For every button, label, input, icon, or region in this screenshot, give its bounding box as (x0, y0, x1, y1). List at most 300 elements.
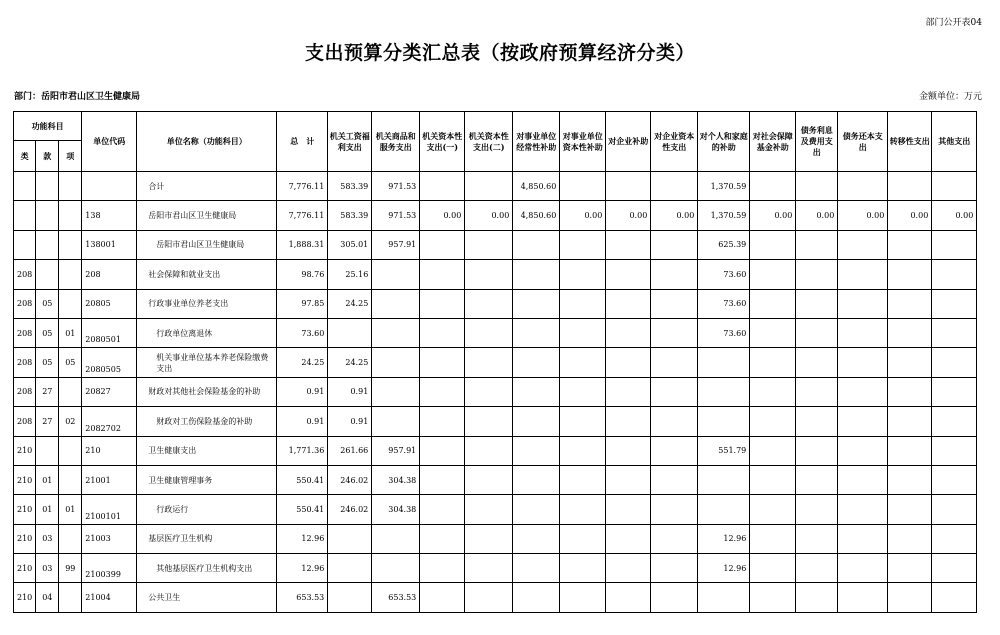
cell-unit-name: 其他基层医疗卫生机构支出 (137, 554, 277, 583)
cell-amount: 0.00 (796, 201, 838, 230)
cell-kuan (36, 436, 59, 465)
cell-kuan: 01 (36, 495, 59, 524)
cell-unit-name: 卫生健康管理事务 (137, 465, 277, 494)
cell-amount (796, 172, 838, 201)
cell-amount (606, 554, 651, 583)
cell-amount: 246.02 (328, 495, 372, 524)
header-salary-welfare: 机关工资福利支出 (328, 112, 372, 172)
cell-amount (888, 554, 932, 583)
cell-amount (651, 554, 698, 583)
expenditure-table (13, 111, 977, 613)
cell-amount (420, 524, 465, 553)
cell-unit-code: 210 (82, 436, 137, 465)
table-row (14, 348, 977, 377)
cell-amount (560, 436, 606, 465)
cell-amount: 12.96 (698, 524, 750, 553)
cell-amount (888, 348, 932, 377)
cell-amount (420, 407, 465, 436)
cell-unit-code: 138 (82, 201, 137, 230)
header-social-security-fund: 对社会保障基金补助 (750, 112, 796, 172)
cell-amount: 1,370.59 (698, 172, 750, 201)
cell-amount: 97.85 (277, 289, 328, 318)
cell-amount (513, 230, 560, 259)
cell-amount: 73.60 (698, 318, 750, 347)
cell-amount (888, 260, 932, 289)
cell-amount (838, 377, 888, 406)
cell-xiang (59, 377, 82, 406)
cell-amount (750, 348, 796, 377)
cell-kuan: 05 (36, 289, 59, 318)
cell-lei: 210 (14, 495, 36, 524)
cell-amount (606, 348, 651, 377)
cell-amount (750, 583, 796, 612)
cell-amount (606, 289, 651, 318)
header-debt-principal: 债务还本支出 (838, 112, 888, 172)
cell-unit-name: 合计 (137, 172, 277, 201)
cell-amount: 0.00 (932, 201, 977, 230)
cell-amount (932, 348, 977, 377)
cell-amount (420, 436, 465, 465)
cell-unit-code (82, 172, 137, 201)
cell-amount (932, 172, 977, 201)
cell-amount (606, 318, 651, 347)
cell-amount (888, 495, 932, 524)
cell-amount: 0.00 (750, 201, 796, 230)
cell-amount (513, 260, 560, 289)
cell-amount: 0.00 (651, 201, 698, 230)
cell-amount (606, 172, 651, 201)
cell-amount (750, 230, 796, 259)
cell-lei: 208 (14, 377, 36, 406)
cell-lei: 208 (14, 407, 36, 436)
cell-xiang (59, 260, 82, 289)
cell-amount: 98.76 (277, 260, 328, 289)
cell-amount (465, 465, 513, 494)
cell-amount (932, 377, 977, 406)
cell-unit-name: 财政对工伤保险基金的补助 (137, 407, 277, 436)
cell-amount (651, 377, 698, 406)
cell-amount (838, 554, 888, 583)
cell-amount (932, 465, 977, 494)
cell-amount (465, 436, 513, 465)
cell-amount (513, 436, 560, 465)
cell-amount (328, 583, 372, 612)
cell-amount (698, 495, 750, 524)
cell-amount (796, 495, 838, 524)
cell-xiang (59, 289, 82, 318)
cell-amount (513, 465, 560, 494)
cell-amount (888, 289, 932, 318)
table-row (14, 583, 977, 612)
cell-amount: 305.01 (328, 230, 372, 259)
cell-amount (796, 377, 838, 406)
header-other: 其他支出 (932, 112, 977, 172)
cell-amount (750, 524, 796, 553)
cell-amount (513, 407, 560, 436)
cell-amount: 0.91 (277, 407, 328, 436)
cell-amount (698, 377, 750, 406)
cell-amount: 12.96 (277, 524, 328, 553)
cell-lei (14, 230, 36, 259)
cell-amount (513, 583, 560, 612)
cell-amount (328, 554, 372, 583)
header-unit-code: 单位代码 (82, 112, 137, 172)
cell-amount (888, 318, 932, 347)
cell-amount: 73.60 (698, 260, 750, 289)
cell-lei (14, 172, 36, 201)
cell-amount (465, 583, 513, 612)
cell-amount: 0.00 (606, 201, 651, 230)
cell-amount (750, 465, 796, 494)
cell-amount (796, 230, 838, 259)
header-individual-household-subsidy: 对个人和家庭的补助 (698, 112, 750, 172)
cell-amount (372, 260, 420, 289)
cell-unit-name: 公共卫生 (137, 583, 277, 612)
table-row (14, 407, 977, 436)
cell-amount (420, 230, 465, 259)
cell-unit-name: 机关事业单位基本养老保险缴费支出 (137, 348, 277, 377)
cell-lei (14, 201, 36, 230)
cell-amount (796, 348, 838, 377)
cell-amount (796, 524, 838, 553)
header-kuan: 款 (36, 141, 59, 172)
cell-amount (560, 524, 606, 553)
cell-amount (328, 524, 372, 553)
cell-amount (888, 524, 932, 553)
page-title: 支出预算分类汇总表（按政府预算经济分类） (304, 42, 695, 64)
cell-amount (420, 554, 465, 583)
cell-amount (513, 348, 560, 377)
cell-xiang (59, 436, 82, 465)
cell-amount (372, 407, 420, 436)
cell-amount (838, 260, 888, 289)
cell-amount: 4,850.60 (513, 172, 560, 201)
cell-amount (606, 583, 651, 612)
cell-amount: 12.96 (698, 554, 750, 583)
cell-amount (372, 554, 420, 583)
cell-amount: 625.39 (698, 230, 750, 259)
header-xiang: 项 (59, 141, 82, 172)
cell-amount: 0.91 (328, 407, 372, 436)
cell-amount (796, 554, 838, 583)
cell-amount (750, 318, 796, 347)
cell-kuan: 27 (36, 377, 59, 406)
table-row (14, 172, 977, 201)
cell-amount: 583.39 (328, 201, 372, 230)
cell-unit-code: 20827 (82, 377, 137, 406)
cell-amount (560, 554, 606, 583)
cell-unit-code: 21001 (82, 465, 137, 494)
cell-amount (932, 230, 977, 259)
cell-amount (372, 377, 420, 406)
cell-amount (750, 289, 796, 318)
cell-amount (465, 495, 513, 524)
cell-amount (838, 407, 888, 436)
cell-amount: 550.41 (277, 465, 328, 494)
cell-amount: 0.00 (888, 201, 932, 230)
cell-amount (698, 583, 750, 612)
cell-unit-name: 社会保障和就业支出 (137, 260, 277, 289)
cell-amount (420, 377, 465, 406)
cell-xiang: 01 (59, 495, 82, 524)
cell-xiang: 02 (59, 407, 82, 436)
cell-amount (372, 318, 420, 347)
cell-amount (606, 436, 651, 465)
cell-unit-code: 21003 (82, 524, 137, 553)
header-unit-name: 单位名称（功能科目） (137, 112, 277, 172)
cell-amount (465, 230, 513, 259)
header-enterprise-subsidy: 对企业补助 (606, 112, 651, 172)
cell-amount (560, 407, 606, 436)
cell-amount: 957.91 (372, 230, 420, 259)
table-row (14, 318, 977, 347)
cell-amount (932, 583, 977, 612)
cell-amount (888, 230, 932, 259)
cell-xiang (59, 201, 82, 230)
table-number-tag: 部门公开表04 (925, 18, 982, 28)
cell-amount (698, 465, 750, 494)
department-label: 部门：岳阳市君山区卫生健康局 (14, 92, 141, 102)
cell-kuan (36, 172, 59, 201)
table-row (14, 495, 977, 524)
cell-amount (465, 554, 513, 583)
cell-amount (651, 230, 698, 259)
cell-amount: 971.53 (372, 201, 420, 230)
cell-lei: 208 (14, 289, 36, 318)
cell-amount (932, 318, 977, 347)
cell-amount (750, 554, 796, 583)
cell-amount (606, 377, 651, 406)
cell-amount: 0.91 (328, 377, 372, 406)
header-lei: 类 (14, 141, 36, 172)
cell-amount (888, 377, 932, 406)
cell-amount (796, 289, 838, 318)
cell-amount (651, 524, 698, 553)
cell-amount (420, 348, 465, 377)
cell-unit-name: 财政对其他社会保险基金的补助 (137, 377, 277, 406)
cell-kuan: 27 (36, 407, 59, 436)
cell-amount: 304.38 (372, 495, 420, 524)
table-row (14, 524, 977, 553)
cell-amount (560, 172, 606, 201)
cell-amount (560, 377, 606, 406)
cell-amount (888, 436, 932, 465)
cell-amount (651, 348, 698, 377)
table-row (14, 436, 977, 465)
cell-amount (372, 524, 420, 553)
cell-amount (932, 554, 977, 583)
header-enterprise-capital: 对企业资本性支出 (651, 112, 698, 172)
cell-kuan: 04 (36, 583, 59, 612)
cell-amount (932, 524, 977, 553)
cell-amount: 24.25 (328, 348, 372, 377)
cell-xiang: 99 (59, 554, 82, 583)
cell-amount (606, 407, 651, 436)
cell-amount: 971.53 (372, 172, 420, 201)
cell-amount (513, 377, 560, 406)
cell-unit-code: 2082702 (82, 407, 137, 436)
table-row (14, 230, 977, 259)
cell-amount (560, 465, 606, 494)
cell-amount (698, 348, 750, 377)
cell-amount (606, 230, 651, 259)
cell-lei: 208 (14, 348, 36, 377)
cell-xiang: 05 (59, 348, 82, 377)
cell-amount: 0.00 (420, 201, 465, 230)
cell-unit-code: 2080501 (82, 318, 137, 347)
cell-amount: 24.25 (328, 289, 372, 318)
cell-amount (796, 436, 838, 465)
cell-amount (888, 465, 932, 494)
cell-amount (750, 260, 796, 289)
cell-amount (328, 318, 372, 347)
cell-amount (932, 407, 977, 436)
cell-amount (651, 318, 698, 347)
cell-amount (932, 436, 977, 465)
cell-amount (651, 407, 698, 436)
cell-kuan (36, 201, 59, 230)
header-institution-regular-subsidy: 对事业单位经常性补助 (513, 112, 560, 172)
cell-amount (838, 230, 888, 259)
cell-amount: 1,888.31 (277, 230, 328, 259)
cell-amount (750, 436, 796, 465)
cell-unit-name: 行政单位离退休 (137, 318, 277, 347)
cell-amount (420, 583, 465, 612)
cell-amount: 0.00 (560, 201, 606, 230)
cell-amount (513, 554, 560, 583)
cell-amount: 73.60 (277, 318, 328, 347)
cell-amount (838, 583, 888, 612)
cell-amount (796, 407, 838, 436)
cell-lei: 210 (14, 465, 36, 494)
cell-amount (888, 172, 932, 201)
cell-amount (651, 465, 698, 494)
header-capital-2: 机关资本性支出(二) (465, 112, 513, 172)
cell-amount: 246.02 (328, 465, 372, 494)
cell-lei: 208 (14, 260, 36, 289)
cell-amount (838, 465, 888, 494)
cell-amount: 551.79 (698, 436, 750, 465)
cell-amount (796, 465, 838, 494)
cell-amount (420, 172, 465, 201)
cell-unit-code: 21004 (82, 583, 137, 612)
currency-unit-label: 金额单位：万元 (918, 92, 982, 102)
cell-amount (651, 436, 698, 465)
header-function-group: 功能科目 (14, 112, 82, 141)
cell-kuan (36, 260, 59, 289)
cell-amount (560, 260, 606, 289)
cell-amount: 12.96 (277, 554, 328, 583)
cell-amount: 7,776.11 (277, 172, 328, 201)
cell-amount (606, 524, 651, 553)
cell-amount (932, 495, 977, 524)
cell-amount (560, 289, 606, 318)
cell-amount (838, 289, 888, 318)
cell-unit-name: 行政事业单位养老支出 (137, 289, 277, 318)
cell-amount (932, 289, 977, 318)
cell-amount: 261.66 (328, 436, 372, 465)
cell-amount (838, 172, 888, 201)
cell-amount (838, 318, 888, 347)
cell-kuan: 03 (36, 554, 59, 583)
cell-amount (838, 495, 888, 524)
cell-amount (465, 289, 513, 318)
cell-amount: 0.00 (465, 201, 513, 230)
cell-xiang: 01 (59, 318, 82, 347)
cell-amount: 1,370.59 (698, 201, 750, 230)
cell-amount (465, 524, 513, 553)
header-total: 总 计 (277, 112, 328, 172)
cell-amount (420, 318, 465, 347)
cell-amount (465, 172, 513, 201)
cell-amount: 583.39 (328, 172, 372, 201)
cell-amount: 550.41 (277, 495, 328, 524)
cell-amount (465, 407, 513, 436)
cell-amount (560, 348, 606, 377)
cell-amount (698, 407, 750, 436)
cell-amount (606, 260, 651, 289)
header-capital-1: 机关资本性支出(一) (420, 112, 465, 172)
cell-amount (796, 318, 838, 347)
cell-amount (606, 495, 651, 524)
cell-lei: 210 (14, 436, 36, 465)
cell-amount (465, 377, 513, 406)
cell-amount (888, 583, 932, 612)
cell-amount (420, 495, 465, 524)
cell-amount (888, 407, 932, 436)
cell-amount (750, 407, 796, 436)
cell-unit-name: 岳阳市君山区卫生健康局 (137, 230, 277, 259)
table-row (14, 289, 977, 318)
header-institution-capital-subsidy: 对事业单位资本性补助 (560, 112, 606, 172)
table-row (14, 377, 977, 406)
cell-kuan: 05 (36, 318, 59, 347)
cell-amount: 7,776.11 (277, 201, 328, 230)
cell-lei: 210 (14, 583, 36, 612)
cell-lei: 210 (14, 554, 36, 583)
cell-amount (750, 172, 796, 201)
cell-amount (560, 583, 606, 612)
cell-unit-name: 基层医疗卫生机构 (137, 524, 277, 553)
cell-amount: 73.60 (698, 289, 750, 318)
cell-unit-code: 2100101 (82, 495, 137, 524)
cell-kuan: 01 (36, 465, 59, 494)
cell-unit-name: 岳阳市君山区卫生健康局 (137, 201, 277, 230)
header-transfer: 转移性支出 (888, 112, 932, 172)
table-row (14, 201, 977, 230)
cell-amount: 25.16 (328, 260, 372, 289)
cell-unit-name: 行政运行 (137, 495, 277, 524)
cell-amount (465, 318, 513, 347)
cell-unit-code: 2100399 (82, 554, 137, 583)
cell-xiang (59, 172, 82, 201)
cell-amount (420, 260, 465, 289)
cell-amount (560, 318, 606, 347)
cell-amount (796, 583, 838, 612)
cell-amount: 1,771.36 (277, 436, 328, 465)
cell-amount (513, 289, 560, 318)
cell-amount: 304.38 (372, 465, 420, 494)
cell-amount (372, 289, 420, 318)
cell-amount (651, 583, 698, 612)
cell-amount (651, 289, 698, 318)
cell-amount (465, 260, 513, 289)
table-row (14, 554, 977, 583)
cell-kuan: 05 (36, 348, 59, 377)
cell-amount (513, 495, 560, 524)
cell-amount (651, 495, 698, 524)
cell-amount (420, 289, 465, 318)
